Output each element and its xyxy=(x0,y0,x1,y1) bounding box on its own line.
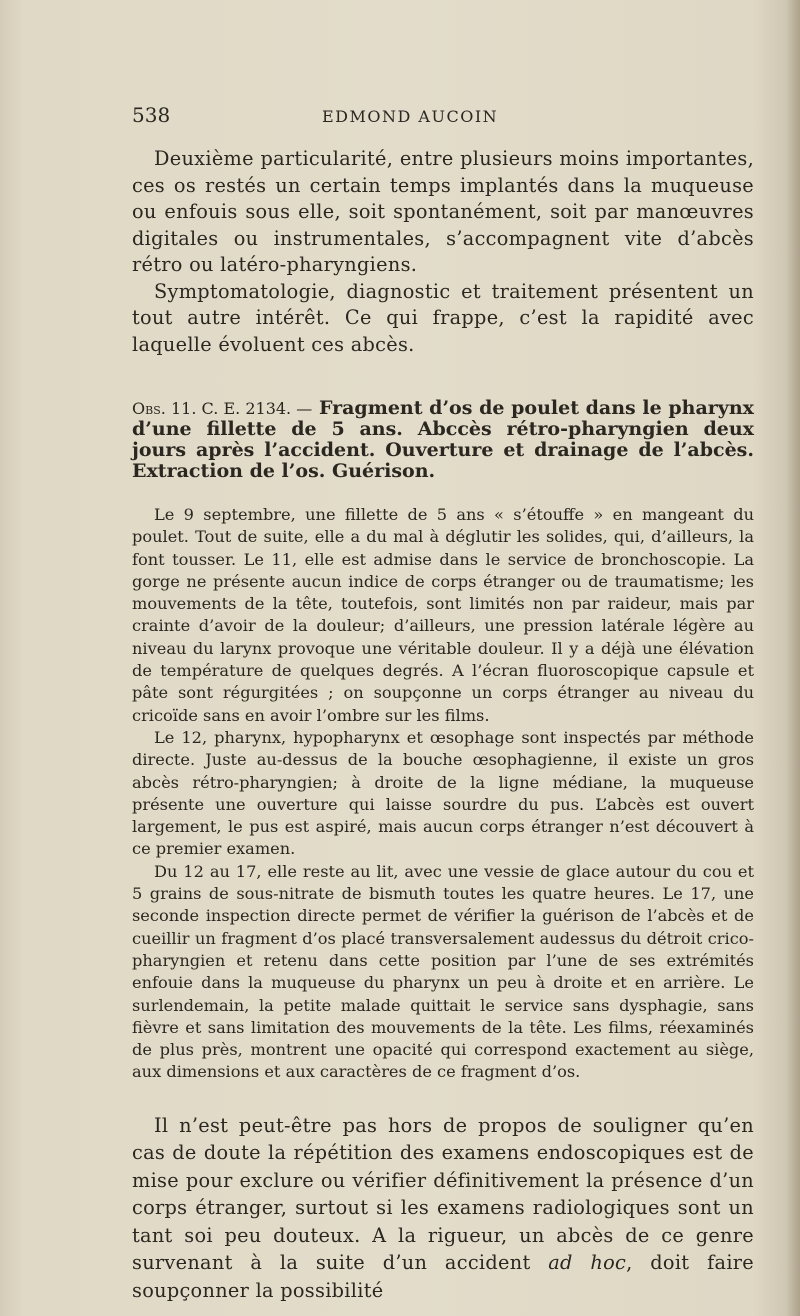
closing-paragraph xyxy=(132,1112,754,1305)
closing-italic-term: ad hoc xyxy=(548,1251,627,1275)
closing-text-start: Il n’est peut-être pas hors de propos de souligner qu’en cas de doute la répétition des examens endoscopiques est de mise pour exclure ou vérifier définitivement la présence d’un corps étranger, surtout si les examens radiologiques sont un tant soi peu douteux. A la rigueur, un abcès de ce genre survenant à la suite d’un accident xyxy=(132,1113,754,1275)
body-paragraph: Symptomatologie, diagnostic et traitement présentent un tout autre intérêt. Ce qui frappe, c’est la rapidité avec laquelle évoluent ces abcès. xyxy=(132,279,754,356)
page-body xyxy=(132,146,754,1304)
observation-paragraph: Du 12 au 17, elle reste au lit, avec une vessie de glace autour du cou et 5 grains de sous-nitrate de bismuth toutes les quatre heures. Le 17, une seconde inspection directe permet de vérifier la guérison de l’abcès et de cueillir un fragment d’os placé transversalement audessus du détroit crico-pharyngien et retenu dans cette position par l’une de ses extrémités enfouie dans la muqueuse du pharynx un peu à droite et en arrière. Le surlendemain, la petite malade quittait le service sans dysphagie, sans fièvre et sans limitation des mouvements de la tête. Les films, réexaminés de plus près, montrent une opacité qui correspond exactement au siège, aux dimensions et aux caractères de ce fragment d’os. xyxy=(132,861,754,1082)
observation-paragraph: Le 12, pharynx, hypopharynx et œsophage sont inspectés par méthode directe. Juste au-dessus de la bouche œsophagienne, il existe un gros abcès rétro-pharyngien; à droite de la ligne médiane, la muqueuse présente une ouverture qui laisse sourdre du pus. L’abcès est ouvert largement, le pus est aspiré, mais aucun corps étranger n’est découvert à ce premier examen. xyxy=(132,727,754,859)
observation-heading xyxy=(132,398,754,482)
observation-text xyxy=(132,504,754,1084)
closing-text-end: , doit faire soupçonner la possibilité xyxy=(132,1251,755,1302)
page-header xyxy=(132,103,752,133)
running-title: EDMOND AUCOIN xyxy=(322,107,499,126)
closing-section xyxy=(132,1112,754,1305)
page-number: 538 xyxy=(132,103,171,127)
observation-title: Fragment d’os de poulet dans le pharynx d’une fillette de 5 ans. Abccès rétro-pharyngien deux jours après l’accident. Ouverture et drainage de l’abcès. Extraction de l’os. Guérison. xyxy=(132,397,754,482)
observation-number: 11. C. E. 2134. — xyxy=(170,399,313,418)
body-paragraph: Deuxième particularité, entre plusieurs moins importantes, ces os restés un certain temps implantés dans la muqueuse ou enfouis sous elle, soit spontanément, soit par manœuvres digitales ou instrumentales, s’accompagnent vite d’abcès rétro ou latéro-pharyngiens. xyxy=(132,147,754,276)
observation-reference xyxy=(132,399,312,418)
intro-section xyxy=(132,146,754,358)
page-spine-shadow xyxy=(786,0,800,1316)
observation-label: Obs. xyxy=(132,399,166,418)
observation-paragraph: Le 9 septembre, une fillette de 5 ans « s’étouffe » en mangeant du poulet. Tout de suite, elle a du mal à déglutir les solides, qui, d’ailleurs, la font tousser. Le 11, elle est admise dans le service de bronchoscopie. La gorge ne présente aucun indice de corps étranger ou de traumatisme; les mouvements de la tête, toutefois, sont limités non par raideur, mais par crainte d’avoir de la douleur; d’ailleurs, une pression latérale légère au niveau du larynx provoque une véritable douleur. Il y a déjà une élévation de température de quelques degrés. A l’écran fluoroscopique capsule et pâte sont régurgitées ; on soupçonne un corps étranger au niveau du cricoïde sans en avoir l’ombre sur les films. xyxy=(132,505,754,725)
